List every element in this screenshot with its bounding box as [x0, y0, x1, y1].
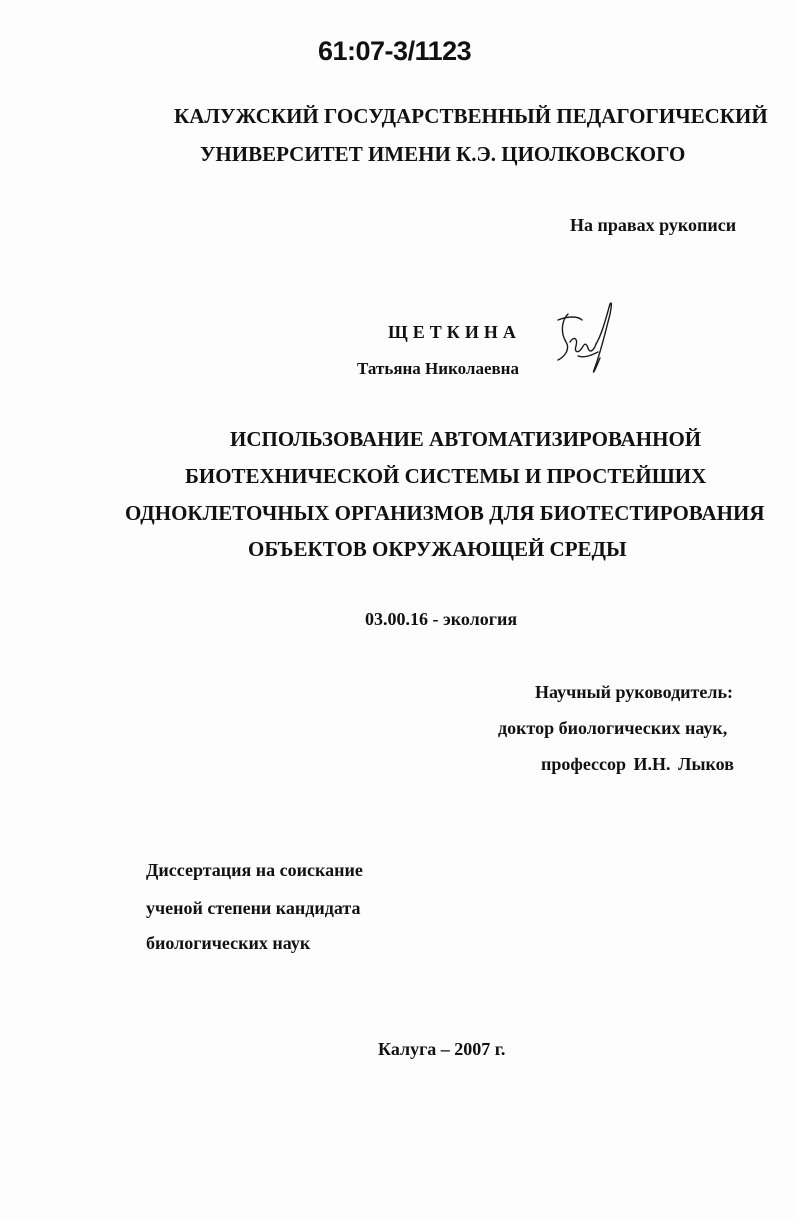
dissertation-title-line-1: ИСПОЛЬЗОВАНИЕ АВТОМАТИЗИРОВАННОЙ	[230, 427, 702, 451]
dissertation-title-line-4: ОБЪЕКТОВ ОКРУЖАЮЩЕЙ СРЕДЫ	[248, 537, 627, 561]
dissertation-note-line-1: Диссертация на соискание	[146, 860, 363, 880]
handwritten-signature	[548, 298, 618, 384]
reference-number: 61:07-3/1123	[318, 36, 472, 66]
rights-note: На правах рукописи	[570, 215, 737, 235]
specialty-code: 03.00.16 - экология	[365, 609, 518, 629]
dissertation-note-line-3: биологических наук	[146, 933, 311, 953]
supervisor-name: профессор И.Н. Лыков	[541, 754, 734, 774]
supervisor-heading: Научный руководитель:	[535, 682, 733, 702]
supervisor-degree: доктор биологических наук,	[498, 718, 728, 738]
author-surname: ЩЕТКИНА	[388, 322, 521, 342]
university-name-line-1: КАЛУЖСКИЙ ГОСУДАРСТВЕННЫЙ ПЕДАГОГИЧЕСКИЙ	[174, 104, 768, 128]
dissertation-note-line-2: ученой степени кандидата	[146, 898, 361, 918]
city-year: Калуга – 2007 г.	[378, 1039, 506, 1059]
dissertation-title-line-3: ОДНОКЛЕТОЧНЫХ ОРГАНИЗМОВ ДЛЯ БИОТЕСТИРОВАНИЯ	[125, 501, 765, 525]
university-name-line-2: УНИВЕРСИТЕТ ИМЕНИ К.Э. ЦИОЛКОВСКОГО	[200, 142, 686, 166]
author-given-name: Татьяна Николаевна	[357, 359, 519, 378]
dissertation-title-line-2: БИОТЕХНИЧЕСКОЙ СИСТЕМЫ И ПРОСТЕЙШИХ	[185, 464, 707, 488]
